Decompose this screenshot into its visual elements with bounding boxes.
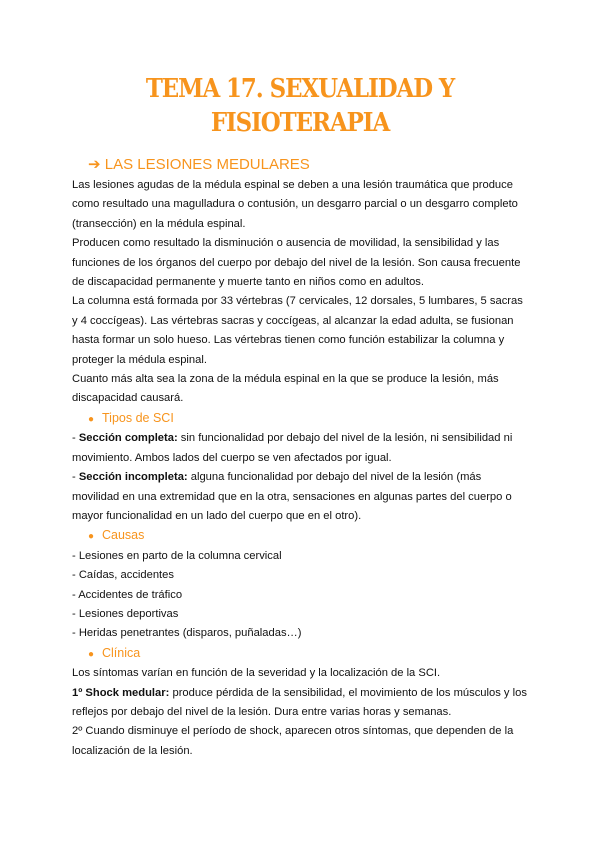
tipos-completa-line: movimiento. Ambos lados del cuerpo se ven afectados por igual.	[72, 451, 392, 464]
tipos-completa-line: - Sección completa: sin funcionalidad por debajo del nivel de la lesión, ni sensibilidad ni	[72, 432, 513, 445]
bullet-icon: ●	[88, 531, 95, 543]
term-label: Sección incompleta:	[78, 471, 188, 484]
intro-line: hasta formar un solo hueso. Las vértebras tienen como función estabilizar la columna y	[72, 334, 505, 347]
intro-line: Las lesiones agudas de la médula espinal se deben a una lesión traumática que produce	[72, 179, 513, 191]
term-label: Sección completa:	[78, 432, 178, 445]
intro-line: de discapacidad permanente y muerte tanto en niños como en adultos.	[72, 276, 425, 289]
intro-line: discapacidad causará.	[72, 392, 184, 405]
list-item: - Accidentes de tráfico	[72, 588, 183, 601]
list-item: - Lesiones deportivas	[72, 607, 179, 620]
title-line-2: FISIOTERAPIA	[210, 108, 390, 138]
intro-line: Cuanto más alta sea la zona de la médula espinal en la que se produce la lesión, más	[72, 373, 499, 386]
subheading-causas	[72, 526, 542, 546]
title-line-1: TEMA 17. SEXUALIDAD Y	[145, 74, 455, 104]
page-title	[36, 72, 564, 140]
bullet-icon: ●	[88, 648, 95, 660]
term-text: sin funcionalidad por debajo del nivel de la lesión, ni sensibilidad ni	[177, 432, 513, 445]
list-item: - Lesiones en parto de la columna cervical	[72, 549, 282, 562]
term-label: 1º Shock medular:	[72, 686, 170, 699]
clinica-second-line: 2º Cuando disminuye el período de shock, aparecen otros síntomas, que dependen de la	[72, 725, 514, 738]
intro-line: proteger la médula espinal.	[72, 353, 207, 366]
intro-line: como resultado una magulladura o contusión, un desgarro parcial o un desgarro completo	[72, 198, 518, 211]
list-item: - Heridas penetrantes (disparos, puñaladas…)	[72, 627, 302, 640]
intro-line: La columna está formada por 33 vértebras (7 cervicales, 12 dorsales, 5 lumbares, 5 sacras	[72, 295, 523, 308]
tipos-incompleta-line: - Sección incompleta: alguna funcionalidad por debajo del nivel de la lesión (más	[72, 471, 482, 484]
intro-line: funciones de los órganos del cuerpo por debajo del nivel de la lesión. Son causa frecuente	[72, 256, 521, 269]
clinica-shock-line: reflejos por debajo del nivel de la lesión. Dura entre varias horas y semanas.	[72, 705, 452, 718]
list-item: - Caídas, accidentes	[72, 569, 174, 582]
section-heading: ➔ LAS LESIONES MEDULARES	[88, 156, 310, 173]
subheading-tipos	[72, 409, 542, 429]
intro-line: y 4 coccígeas). Las vértebras sacras y coccígeas, al alcanzar la edad adulta, se fusionan	[72, 314, 514, 327]
intro-line: Producen como resultado la disminución o ausencia de movilidad, la sensibilidad y las	[72, 237, 500, 250]
subheading-label: Clínica	[102, 645, 141, 660]
tipos-incompleta-line: mayor funcionalidad en un lado del cuerpo que en el otro).	[72, 509, 362, 522]
clinica-intro: Los síntomas varían en función de la severidad y la localización de la SCI.	[72, 667, 441, 680]
intro-line: (transección) en la médula espinal.	[72, 217, 246, 230]
clinica-second-line: localización de la lesión.	[72, 744, 193, 757]
term-text: alguna funcionalidad por debajo del nivel de la lesión (más	[187, 471, 482, 484]
subheading-label: Causas	[102, 528, 145, 543]
tipos-incompleta-line: movilidad en una extremidad que en la otra, sensaciones en algunas partes del cuerpo o	[72, 490, 512, 503]
subheading-label: Tipos de SCI	[102, 410, 174, 425]
clinica-shock-line	[72, 684, 542, 703]
subheading-clinica	[72, 644, 542, 664]
bullet-icon: ●	[88, 413, 95, 425]
document-body	[72, 176, 542, 761]
term-text: produce pérdida de la sensibilidad, el movimiento de los músculos y los	[169, 686, 527, 699]
